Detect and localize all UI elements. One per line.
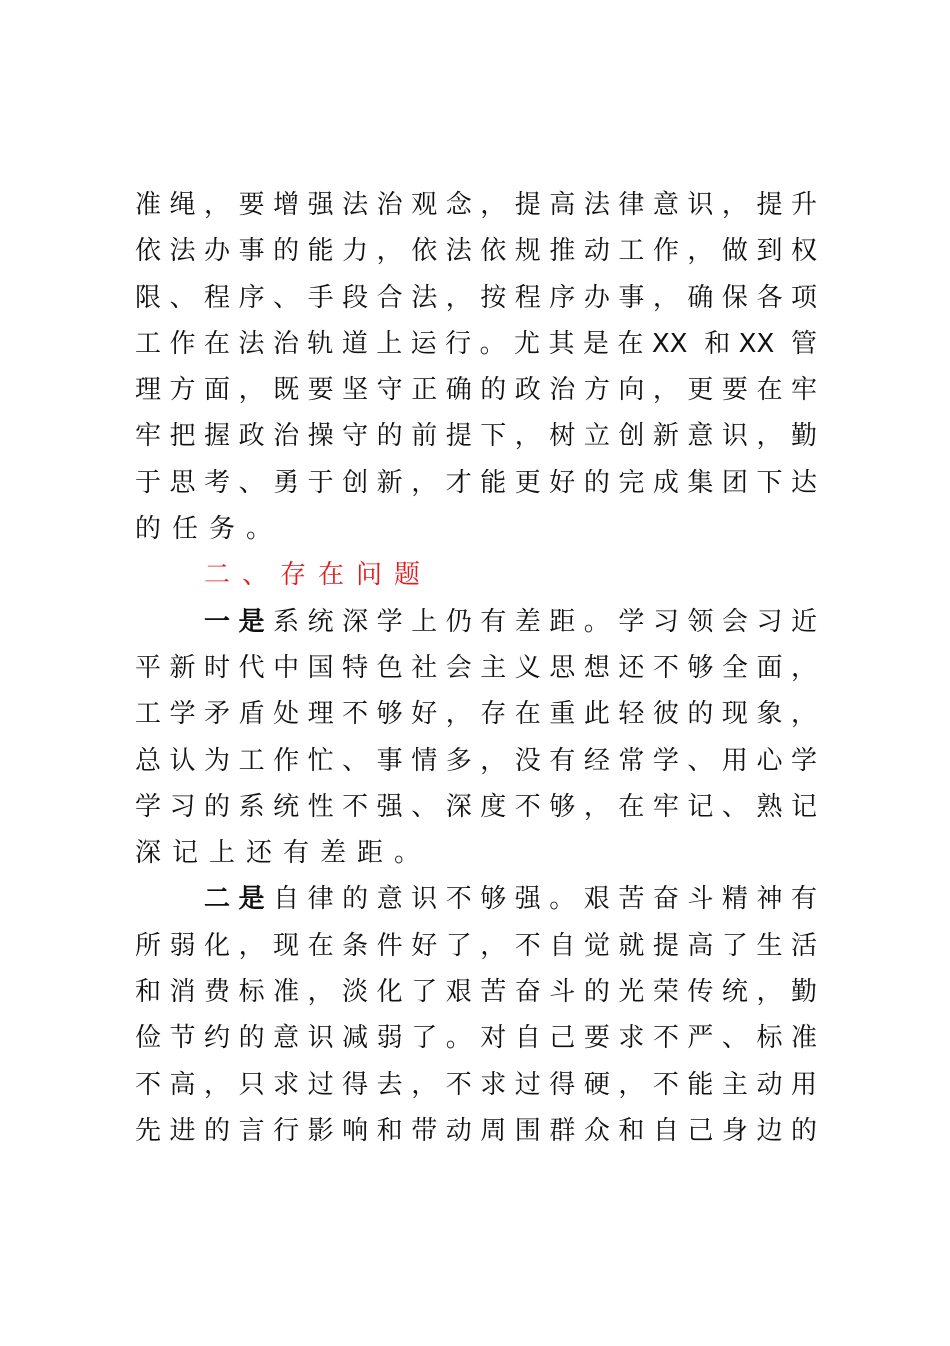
paragraph-problem-two: [135, 876, 817, 1154]
text-line: 依法办事的能力，依法依规推动工作，做到权: [135, 236, 817, 267]
paragraph-first-line: 系统深学上仍有差距。学习领会习近: [273, 606, 817, 637]
text-line: 平新时代中国特色社会主义思想还不够全面，: [135, 652, 817, 683]
text-line: [135, 599, 817, 645]
text-line: 俭节约的意识减弱了。对自己要求不严、标准: [135, 1023, 817, 1054]
text-line: 工作在法治轨道上运行。尤其是在XX 和XX 管: [135, 328, 817, 359]
paragraph-problem-one: [135, 599, 817, 877]
text-line: 和消费标准，淡化了艰苦奋斗的光荣传统，勤: [135, 977, 817, 1008]
text-line: 不高，只求过得去，不求过得硬，不能主动用: [135, 1069, 817, 1100]
paragraph-rule-of-law: [135, 182, 817, 552]
text-line: 限、程序、手段合法，按程序办事，确保各项: [135, 282, 817, 313]
text-line: 于思考、勇于创新，才能更好的完成集团下达: [135, 467, 817, 498]
text-line: 所弱化，现在条件好了，不自觉就提高了生活: [135, 930, 817, 961]
text-line: 工学矛盾处理不够好，存在重此轻彼的现象，: [135, 699, 817, 730]
paragraph-first-line: 自律的意识不够强。艰苦奋斗精神有: [273, 884, 817, 915]
text-line: 准绳，要增强法治观念，提高法律意识，提升: [135, 190, 817, 220]
text-line: 先进的言行影响和带动周围群众和自己身边的: [135, 1115, 817, 1146]
text-line: 学习的系统性不强、深度不够，在牢记、熟记: [135, 791, 817, 822]
section-heading: 二、存在问题: [204, 560, 433, 591]
text-line: 深记上还有差距。: [135, 838, 432, 869]
text-line: 总认为工作忙、事情多，没有经常学、用心学: [135, 745, 817, 776]
text-line: 牢把握政治操守的前提下，树立创新意识，勤: [135, 421, 817, 452]
text-line: 的任务。: [135, 514, 284, 545]
paragraph-lead: 一是: [204, 606, 274, 637]
text-line: [135, 876, 817, 922]
text-line: 理方面，既要坚守正确的政治方向，更要在牢: [135, 375, 817, 406]
document-body: [135, 182, 817, 1154]
paragraph-lead: 二是: [204, 884, 274, 915]
